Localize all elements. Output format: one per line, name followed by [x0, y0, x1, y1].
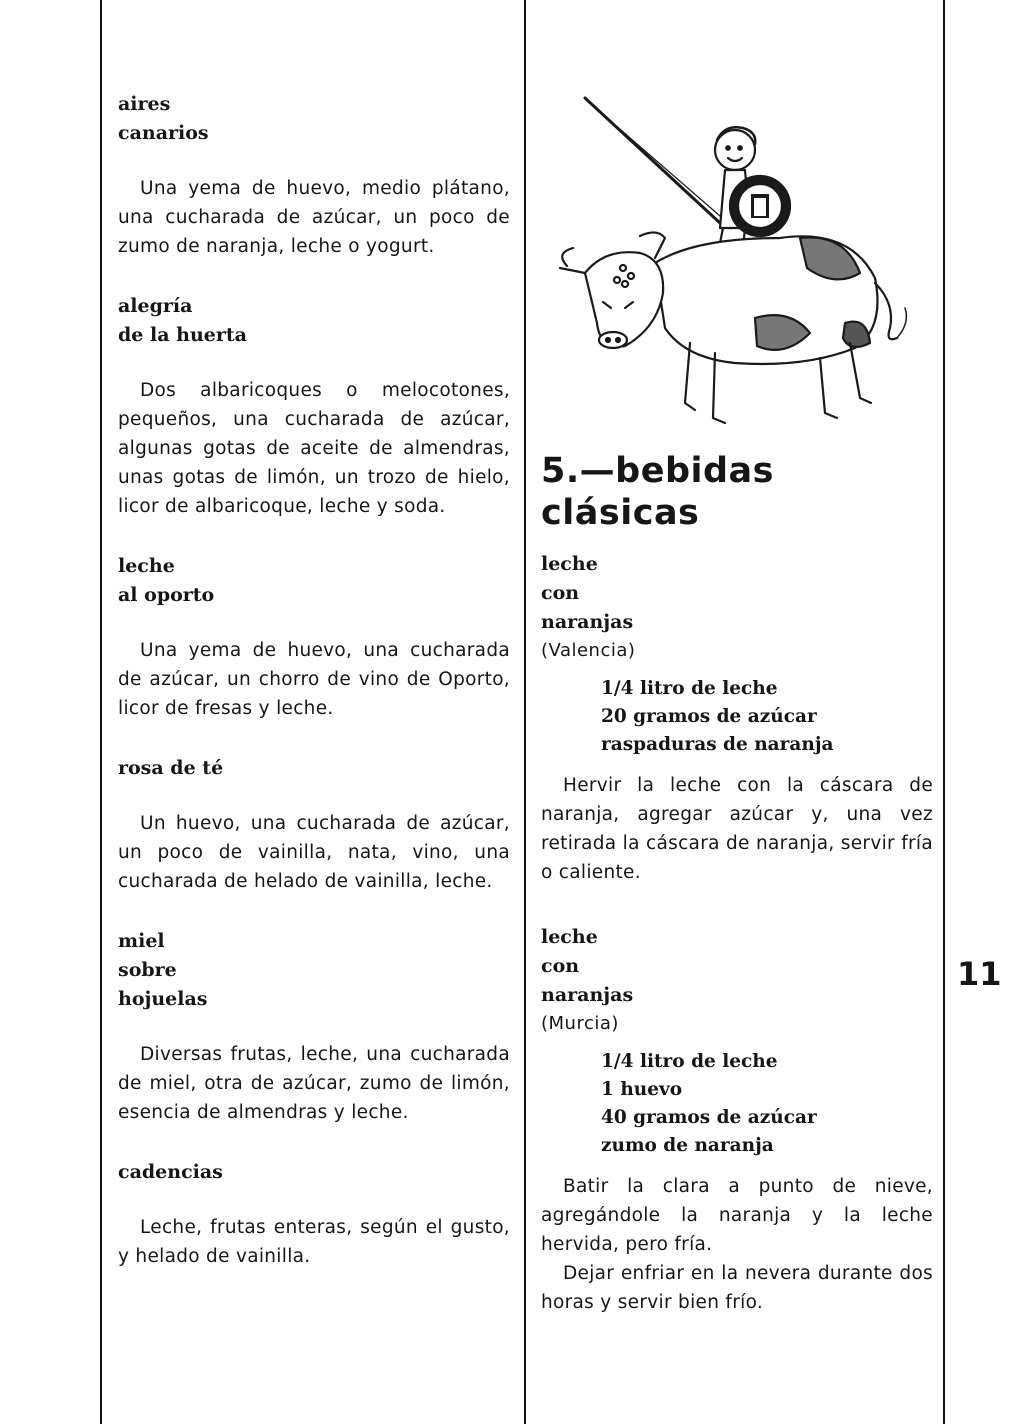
recipe-title-line: leche [118, 555, 175, 577]
page-number: 11 [957, 955, 1002, 993]
recipe-title-line: miel [118, 930, 165, 952]
recipe-text: Hervir la leche con la cáscara de naranja, agregar azúcar y, una vez retirada la cáscara de naranja, servir fría o caliente. [541, 775, 933, 883]
recipe-title-line: leche [541, 926, 598, 948]
recipe-place: (Murcia) [541, 1013, 619, 1034]
recipe-title-line: leche [541, 553, 598, 575]
recipe-title-line: al oporto [118, 584, 215, 606]
left-column-rule [100, 0, 102, 1424]
ingredient-item: 1/4 litro de leche [601, 1051, 778, 1072]
recipe-text: Una yema de huevo, medio plátano, una cucharada de azúcar, un poco de zumo de naranja, leche o yogurt. [118, 178, 510, 257]
recipe-leche-con-naranjas-murcia [541, 923, 933, 1317]
recipe-title-line: rosa de té [118, 757, 224, 779]
recipe-title-line: alegría [118, 295, 193, 317]
right-column-rule [943, 0, 945, 1424]
ingredient-item: 40 gramos de azúcar [601, 1107, 817, 1128]
middle-column-rule [524, 0, 526, 1424]
recipe-alegria-de-la-huerta [118, 292, 510, 521]
recipe-text: Un huevo, una cucharada de azúcar, un poco de vainilla, nata, vino, una cucharada de helado de vainilla, leche. [118, 813, 510, 892]
recipe-title-line: de la huerta [118, 324, 247, 346]
recipe-text: Leche, frutas enteras, según el gusto, y helado de vainilla. [118, 1217, 510, 1267]
recipe-text: Dos albaricoques o melocotones, pequeños, una cucharada de azúcar, algunas gotas de aceite de almendras, unas gotas de limón, un trozo de hielo, licor de albaricoque, leche y soda. [118, 380, 510, 517]
recipe-title-line: naranjas [541, 611, 634, 633]
ingredient-item: 1/4 litro de leche [601, 678, 778, 699]
ingredient-item: zumo de naranja [601, 1135, 774, 1156]
ingredient-item: raspaduras de naranja [601, 734, 834, 755]
recipe-text: Dejar enfriar en la nevera durante dos horas y servir bien frío. [541, 1263, 933, 1313]
recipe-title [541, 923, 933, 1038]
recipe-title-line: con [541, 582, 580, 604]
recipe-miel-sobre-hojuelas [118, 927, 510, 1127]
recipe-cadencias [118, 1158, 510, 1271]
recipe-leche-con-naranjas-valencia [541, 550, 933, 887]
boy-riding-cow-illustration [545, 88, 925, 448]
recipe-text: Una yema de huevo, una cucharada de azúcar, un chorro de vino de Oporto, licor de fresas y leche. [118, 640, 510, 719]
recipe-text: Batir la clara a punto de nieve, agregándole la naranja y la leche hervida, pero fría. [541, 1176, 933, 1255]
ingredient-item: 1 huevo [601, 1079, 683, 1100]
recipe-title [118, 90, 510, 148]
recipe-title-line: aires [118, 93, 171, 115]
recipe-title-line: cadencias [118, 1161, 223, 1183]
recipe-title [118, 1158, 510, 1187]
recipe-title [118, 927, 510, 1014]
right-column [541, 450, 933, 1317]
section-title-line: clásicas [541, 493, 700, 533]
recipe-title-line: naranjas [541, 984, 634, 1006]
recipe-text: Diversas frutas, leche, una cucharada de miel, otra de azúcar, zumo de limón, esencia de almendras y leche. [118, 1044, 510, 1123]
recipe-place: (Valencia) [541, 640, 636, 661]
recipe-rosa-de-te [118, 754, 510, 896]
section-title-line: 5.—bebidas [541, 451, 774, 491]
recipe-title [118, 292, 510, 350]
recipe-title [118, 552, 510, 610]
recipe-title-line: sobre [118, 959, 177, 981]
recipe-title-line: con [541, 955, 580, 977]
left-column [118, 90, 510, 1271]
recipe-leche-al-oporto [118, 552, 510, 723]
recipe-title-line: hojuelas [118, 988, 208, 1010]
recipe-title [118, 754, 510, 783]
recipe-aires-canarios [118, 90, 510, 261]
ingredient-item: 20 gramos de azúcar [601, 706, 817, 727]
recipe-title-line: canarios [118, 122, 209, 144]
ingredient-list [601, 1048, 933, 1160]
ingredient-list [601, 675, 933, 759]
recipe-title [541, 550, 933, 665]
section-title [541, 450, 933, 534]
